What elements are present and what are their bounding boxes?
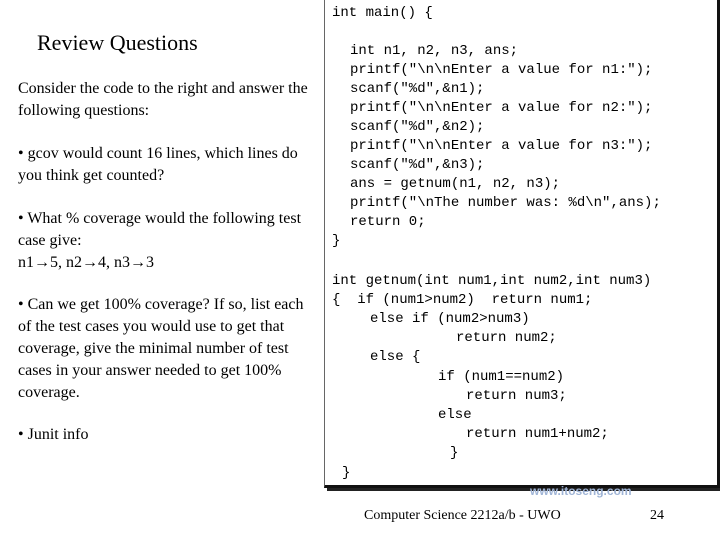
code-line-printf-n1: printf("\n\nEnter a value for n1:"); [350,62,653,78]
code-line-scanf-n2: scanf("%d",&n2); [350,119,485,135]
code-line-ans: ans = getnum(n1, n2, n3); [350,176,561,192]
code-line-getnum-close: } [342,465,351,481]
code-line-return-sum: return num1+num2; [466,426,609,442]
watermark-text: www.itoseng.com [530,484,632,498]
bullet-full-coverage: • Can we get 100% coverage? If so, list each of the test cases you would use to get that coverage, give the minimal number of test cases in your answer needed to get 100% coverage. [18,296,304,401]
code-line-getnum-sig: int getnum(int num1,int num2,int num3) [332,273,652,289]
page-number: 24 [650,508,664,523]
test-case-values: n1→5, n2→4, n3→3 [18,254,154,271]
code-line-return-num2: return num2; [456,330,557,346]
code-line-return: return 0; [350,214,426,230]
code-line-return-num3: return num3; [466,388,567,404]
code-line-else-if: else if (num2>num3) [370,311,530,327]
code-line-decl: int n1, n2, n3, ans; [350,43,519,59]
code-line-scanf-n1: scanf("%d",&n1); [350,81,485,97]
intro-text: Consider the code to the right and answer the following questions: [18,80,308,119]
bullet-coverage: • What % coverage would the following test case give: [18,210,302,249]
bullet-junit: • Junit info [18,426,89,443]
code-line-scanf-n3: scanf("%d",&n3); [350,157,485,173]
slide-title: Review Questions [37,30,198,55]
code-line-main-close: } [332,233,341,249]
code-line-main: int main() { [332,5,433,21]
bullet-gcov: • gcov would count 16 lines, which lines do you think get counted? [18,145,298,184]
code-line-printf-n2: printf("\n\nEnter a value for n2:"); [350,100,653,116]
code-line-printf-result: printf("\nThe number was: %d\n",ans); [350,195,661,211]
code-line-printf-n3: printf("\n\nEnter a value for n3:"); [350,138,653,154]
code-line-if-num1: { if (num1>num2) return num1; [332,292,593,308]
footer-course: Computer Science 2212a/b - UWO [364,508,561,523]
code-line-else-block: else { [370,349,421,365]
code-line-if-equal: if (num1==num2) [438,369,565,385]
code-line-else: else [438,407,472,423]
code-line-else-close: } [450,445,459,461]
